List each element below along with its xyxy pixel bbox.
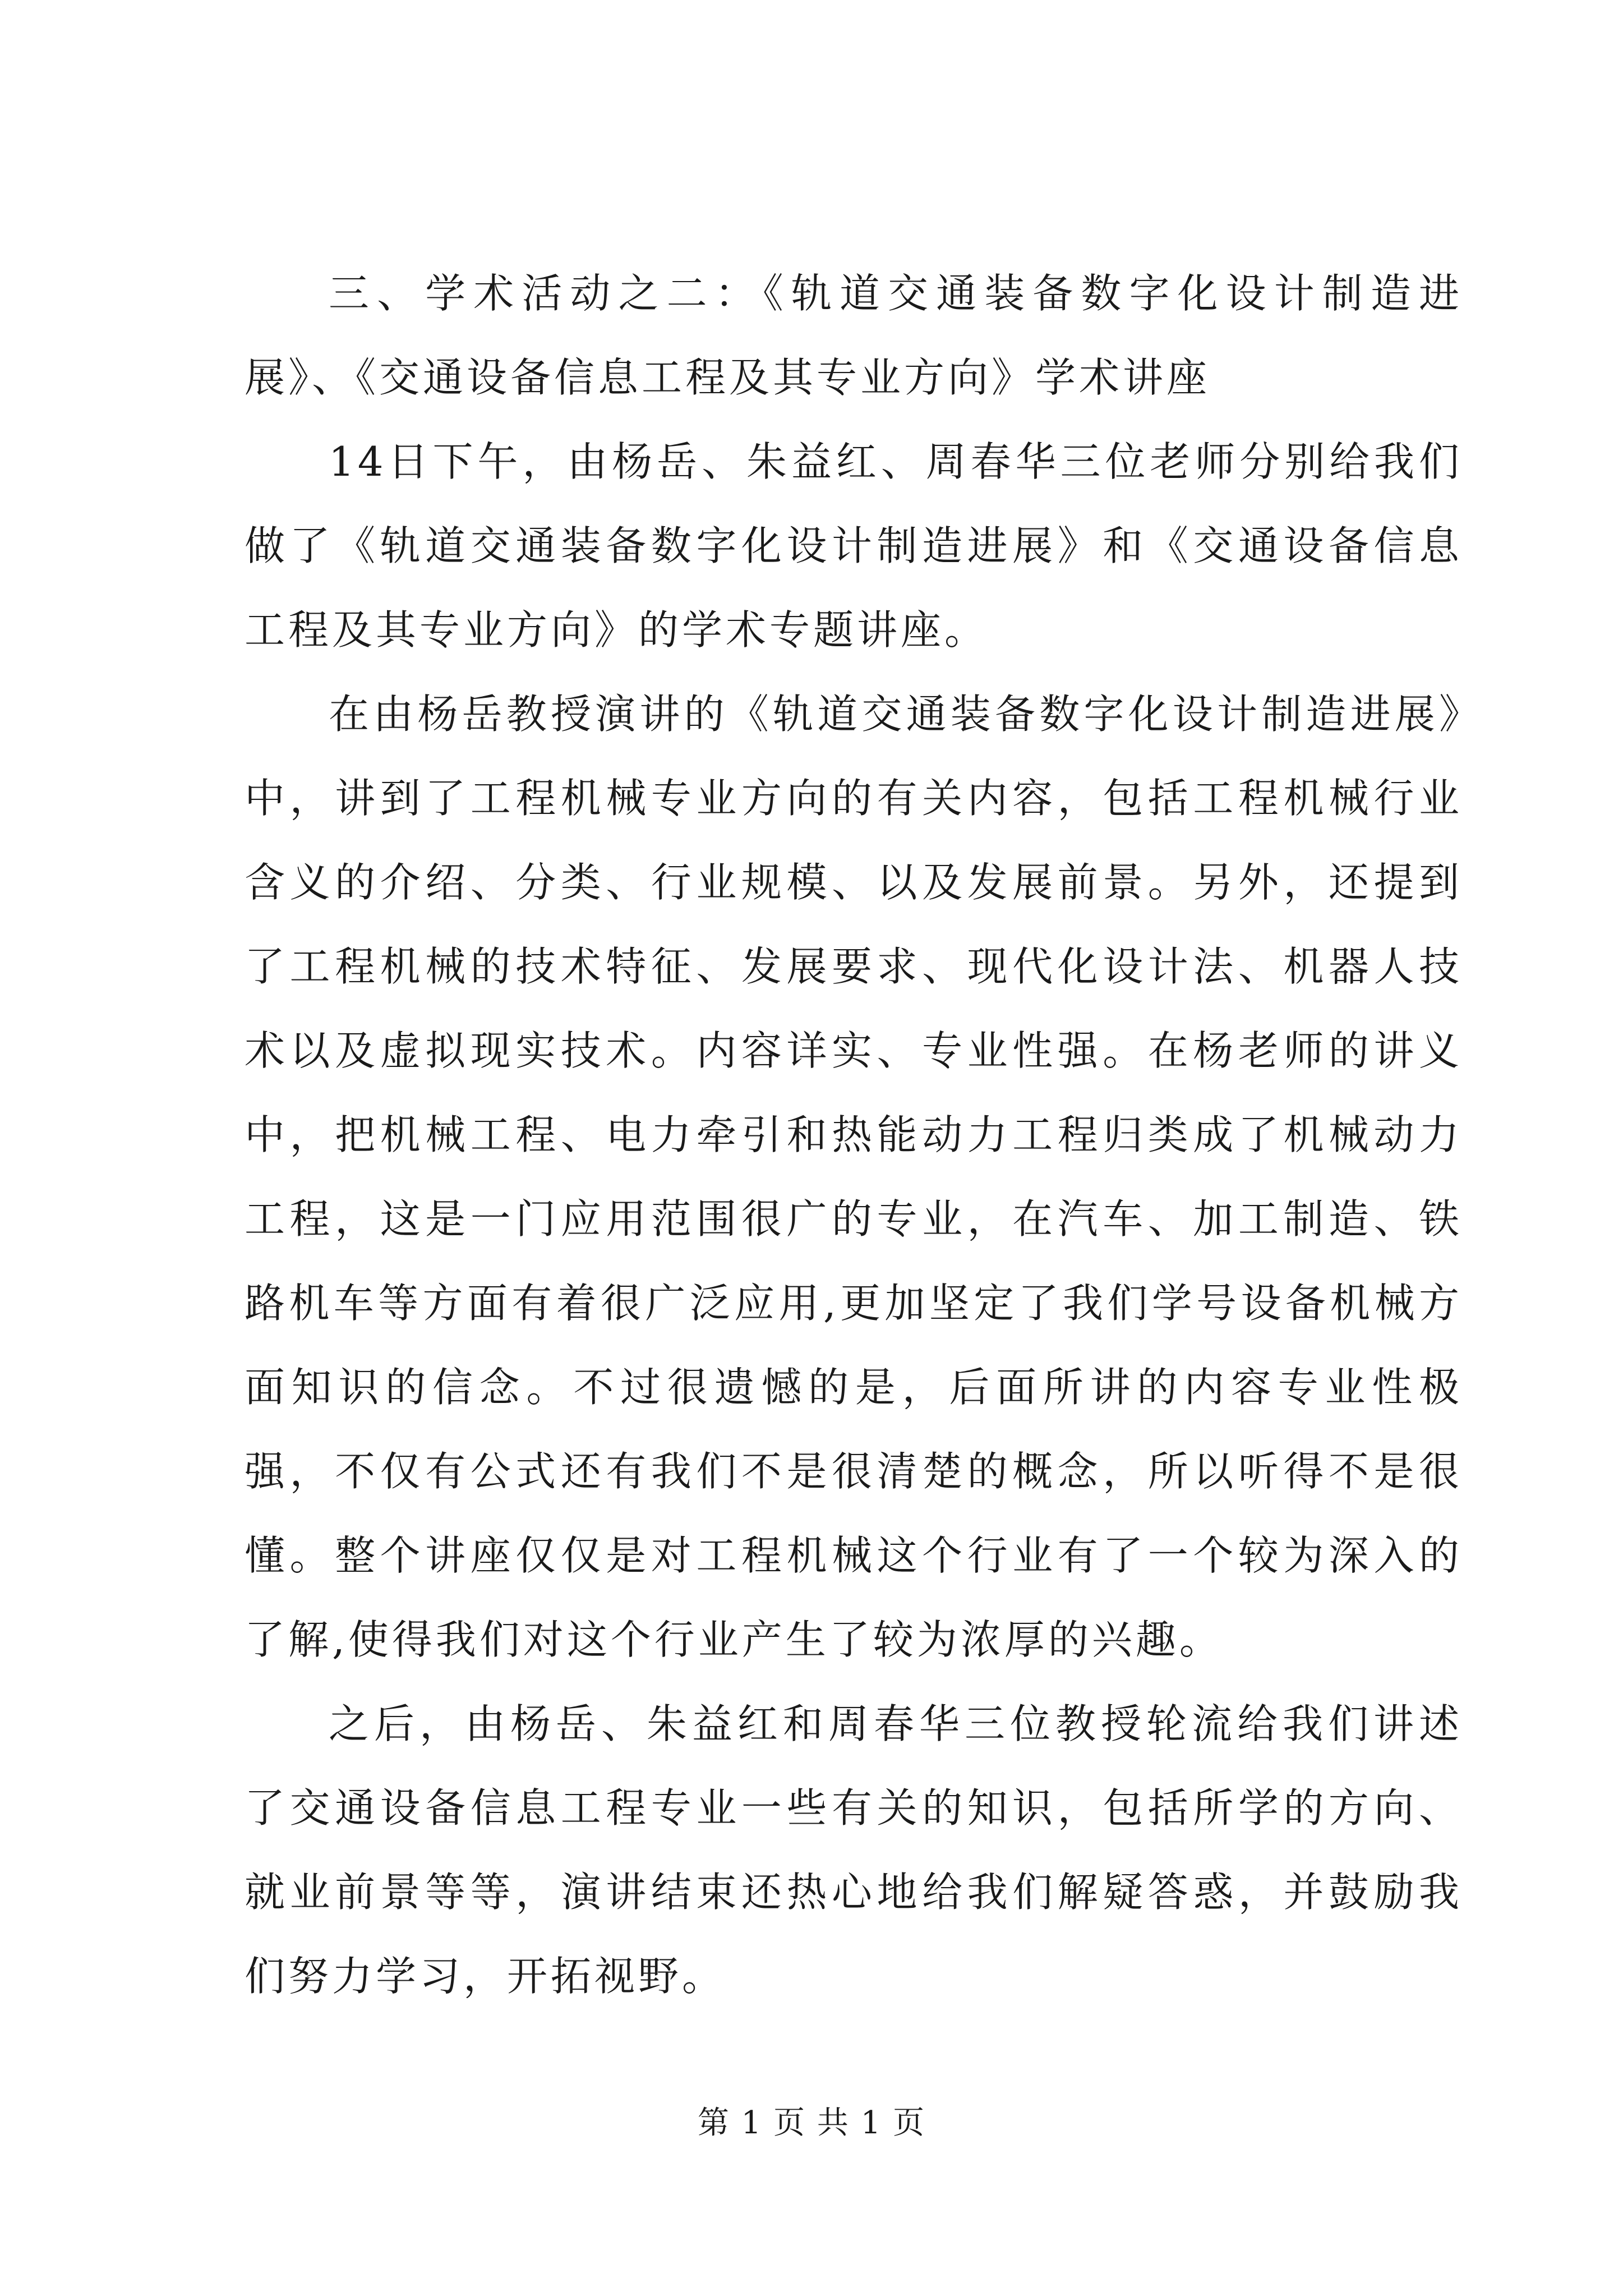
document-body [245, 251, 1463, 2018]
body-paragraph-1: 14日下午，由杨岳、朱益红、周春华三位老师分别给我们做了《轨道交通装备数字化设计制造进展》和《交通设备信息工程及其专业方向》的学术专题讲座。 [245, 438, 1463, 654]
body-paragraph-3: 之后，由杨岳、朱益红和周春华三位教授轮流给我们讲述了交通设备信息工程专业一些有关的知识，包括所学的方向、就业前景等等，演讲结束还热心地给我们解疑答惑，并鼓励我们努力学习，开拓视野。 [245, 1700, 1463, 2000]
page-footer: 第 1 页 共 1 页 [697, 2105, 926, 2141]
body-paragraph-2: 在由杨岳教授演讲的《轨道交通装备数字化设计制造进展》中，讲到了工程机械专业方向的有关内容，包括工程机械行业含义的介绍、分类、行业规模、以及发展前景。另外，还提到了工程机械的技术特征、发展要求、现代化设计法、机器人技术以及虚拟现实技术。内容详实、专业性强。在杨老师的讲义中，把机械工程、电力牵引和热能动力工程归类成了机械动力工程，这是一门应用范围很广的专业，在汽车、加工制造、铁路机车等方面有着很广泛应用,更加坚定了我们学号设备机械方面知识的信念。不过很遗憾的是，后面所讲的内容专业性极强，不仅有公式还有我们不是很清楚的概念，所以听得不是很懂。整个讲座仅仅是对工程机械这个行业有了一个较为深入的了解,使得我们对这个行业产生了较为浓厚的兴趣。 [245, 691, 1463, 1663]
section-heading: 三、学术活动之二：《轨道交通装备数字化设计制造进展》、《交通设备信息工程及其专业方向》学术讲座 [245, 270, 1463, 401]
